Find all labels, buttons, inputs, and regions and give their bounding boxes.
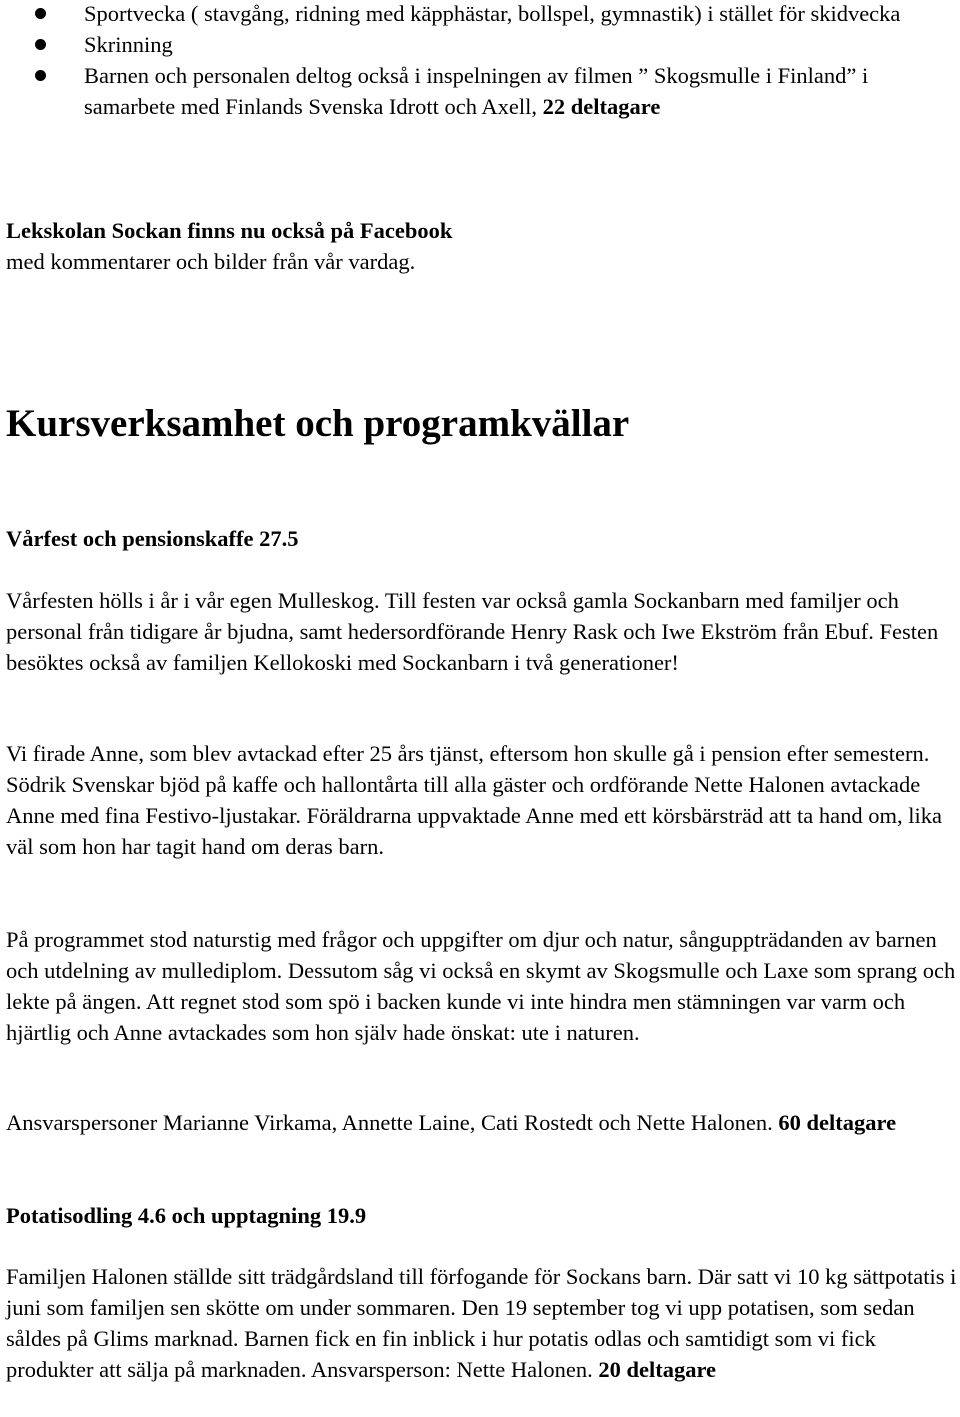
list-item (0, 29, 958, 60)
facebook-heading: Lekskolan Sockan finns nu också på Facebook (6, 218, 453, 243)
varfest-paragraph-1: Vårfesten hölls i år i vår egen Mulleskog. Till festen var också gamla Sockanbarn med familjer och personal från tidigare år bjudna, samt hedersordförande Henry Rask och Iwe Ekström från Ebuf. Festen besöktes också av familjen Kellokoski med Sockanbarn i två generationer! (6, 588, 939, 675)
bullet-list (0, 0, 958, 122)
section-title: Kursverksamhet och programkvällar (6, 402, 630, 445)
varfest-paragraph-3: På programmet stod naturstig med frågor och uppgifter om djur och natur, sånguppträdanden av barnen och utdelning av mullediplom. Dessutom såg vi också en skymt av Skogsmulle och Laxe som sprang och lekte på ängen. Att regnet stod som spö i backen kunde vi inte hindra men stämningen var varm och hjärtlig och Anne avtackades som hon själv hade önskat: ute i naturen. (6, 927, 956, 1045)
list-item-text: Sportvecka ( stavgång, ridning med käpphästar, bollspel, gymnastik) i stället för skidvecka (84, 1, 901, 26)
varfest-heading: Vårfest och pensionskaffe 27.5 (6, 526, 299, 551)
potatis-text: Familjen Halonen ställde sitt trädgårdsland till förfogande för Sockans barn. Där satt vi 10 kg sättpotatis i juni som familjen sen skötte om under sommaren. Den 19 september tog vi upp potatisen, som sedan såldes på Glims marknad. Barnen fick en fin inblick i hur potatis odlas och samtidigt som vi fick produkter att sälja på marknaden. Ansvarsperson: Nette Halonen. (6, 1264, 957, 1382)
potatis-heading: Potatisodling 4.6 och upptagning 19.9 (6, 1203, 367, 1228)
list-item-text: Barnen och personalen deltog också i inspelningen av filmen ” Skogsmulle i Finland” i samarbete med Finlands Svenska Idrott och Axell, (84, 63, 869, 119)
responsible-text: Ansvarspersoner Marianne Virkama, Annette Laine, Cati Rostedt och Nette Halonen. (6, 1110, 779, 1135)
list-item (0, 0, 958, 29)
facebook-text: med kommentarer och bilder från vår vardag. (6, 249, 416, 274)
participant-count: 22 deltagare (542, 94, 661, 119)
participant-count: 20 deltagare (598, 1357, 717, 1382)
varfest-responsible (6, 1107, 958, 1138)
bullet-icon (35, 39, 46, 50)
facebook-note (6, 215, 958, 277)
participant-count: 60 deltagare (778, 1110, 897, 1135)
potatis-paragraph (6, 1261, 958, 1385)
varfest-paragraph-2: Vi firade Anne, som blev avtackad efter 25 års tjänst, eftersom hon skulle gå i pension efter semestern. Södrik Svenskar bjöd på kaffe och hallontårta till alla gäster och ordförande Nette Halonen avtackade Anne med fina Festivo-ljustakar. Föräldrarna uppvaktade Anne med ett körsbärsträd att ta hand om, lika väl som hon har tagit hand om deras barn. (6, 741, 942, 859)
bullet-icon (35, 8, 46, 19)
list-item (0, 60, 958, 122)
bullet-icon (35, 70, 46, 81)
list-item-text: Skrinning (84, 32, 173, 57)
